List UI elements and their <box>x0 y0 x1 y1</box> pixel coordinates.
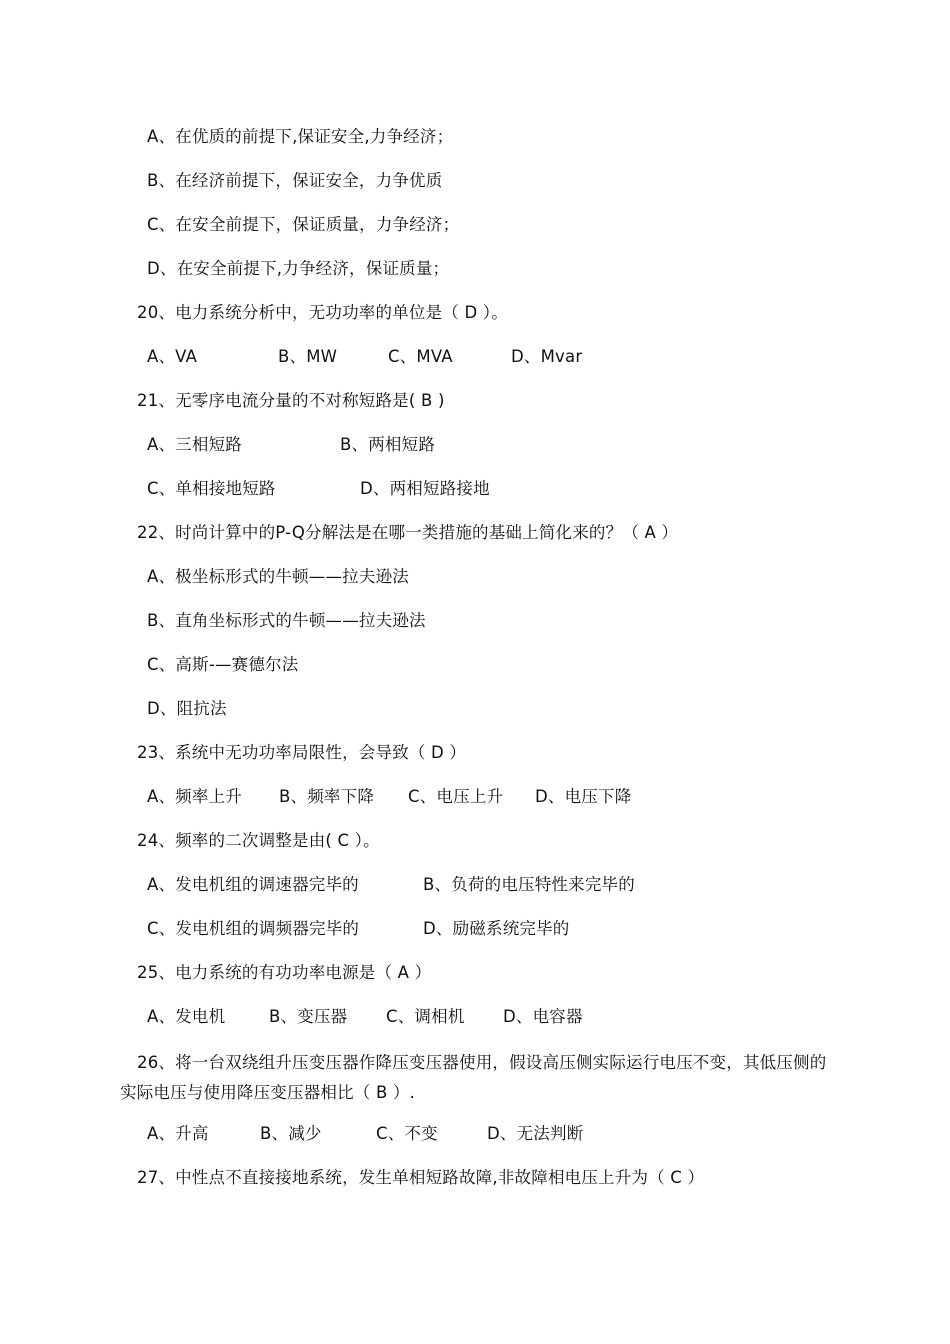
q24-stem: 24、频率的二次调整是由( C ）。 <box>137 831 380 850</box>
q25-option-c: C、调相机 <box>386 1007 465 1026</box>
q26-option-b: B、减少 <box>260 1124 322 1143</box>
q19-option-d: D、在安全前提下,力争经济，保证质量； <box>147 259 450 278</box>
q26-option-c: C、不变 <box>376 1124 438 1143</box>
q21-option-a: A、三相短路 <box>147 435 242 454</box>
q21-option-d: D、两相短路接地 <box>360 479 490 498</box>
q20-option-c: C、MVA <box>388 347 453 366</box>
q26-option-d: D、无法判断 <box>487 1124 584 1143</box>
q19-option-c: C、在安全前提下，保证质量，力争经济； <box>147 215 460 234</box>
q24-option-d: D、励磁系统完毕的 <box>423 919 570 938</box>
q23-option-a: A、频率上升 <box>147 787 242 806</box>
q22-option-a: A、极坐标形式的牛顿——拉夫逊法 <box>147 567 409 586</box>
q25-option-a: A、发电机 <box>147 1007 226 1026</box>
q24-option-b: B、负荷的电压特性来完毕的 <box>423 875 635 894</box>
q20-option-a: A、VA <box>147 347 198 366</box>
q26-option-a: A、升高 <box>147 1124 209 1143</box>
q23-stem: 23、系统中无功功率局限性，会导致（ D ） <box>137 743 467 762</box>
q21-stem: 21、无零序电流分量的不对称短路是( B ) <box>137 391 445 410</box>
q24-option-c: C、发电机组的调频器完毕的 <box>147 919 360 938</box>
q22-option-c: C、高斯-—赛德尔法 <box>147 655 299 674</box>
q19-option-b: B、在经济前提下，保证安全，力争优质 <box>147 171 443 190</box>
q26-stem: 26、将一台双绕组升压变压器作降压变压器使用，假设高压侧实际运行电压不变，其低压侧的实际电压与使用降压变压器相比（ B ）. <box>120 1053 827 1102</box>
q21-option-b: B、两相短路 <box>340 435 436 454</box>
q20-option-d: D、Mvar <box>511 347 583 366</box>
q23-option-c: C、电压上升 <box>408 787 504 806</box>
q25-option-d: D、电容器 <box>503 1007 583 1026</box>
q22-option-b: B、直角坐标形式的牛顿——拉夫逊法 <box>147 611 426 630</box>
q22-stem: 22、时尚计算中的P-Q分解法是在哪一类措施的基础上简化来的？（ A ） <box>137 523 679 542</box>
q20-option-b: B、MW <box>278 347 338 366</box>
q25-option-b: B、变压器 <box>269 1007 348 1026</box>
q21-option-c: C、单相接地短路 <box>147 479 276 498</box>
q27-stem: 27、中性点不直接接地系统，发生单相短路故障,非故障相电压上升为（ C ） <box>137 1168 705 1187</box>
q20-stem: 20、电力系统分析中，无功功率的单位是（ D ）。 <box>137 303 508 322</box>
q23-option-b: B、频率下降 <box>279 787 375 806</box>
q22-option-d: D、阻抗法 <box>147 699 227 718</box>
q25-stem: 25、电力系统的有功功率电源是（ A ） <box>137 963 432 982</box>
q19-option-a: A、在优质的前提下,保证安全,力争经济； <box>147 127 454 146</box>
q23-option-d: D、电压下降 <box>535 787 632 806</box>
q24-option-a: A、发电机组的调速器完毕的 <box>147 875 359 894</box>
